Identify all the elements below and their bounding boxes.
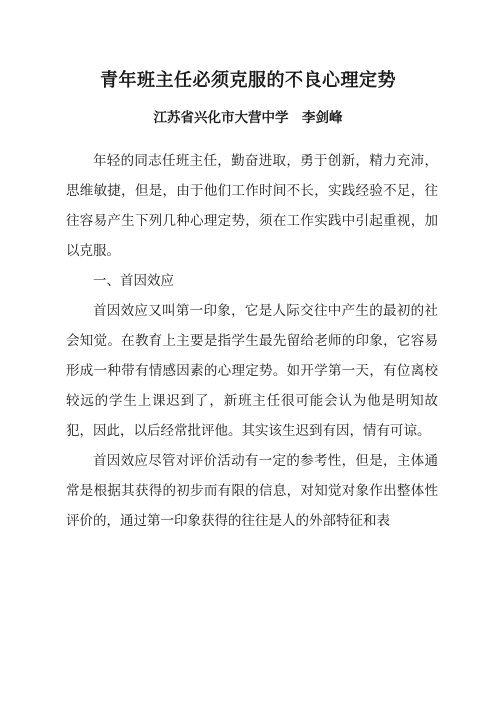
paragraph-primacy-evaluation: 首因效应尽管对评价活动有一定的参考性，但是，主体通常是根据其获得的初步而有限的信息，对知觉对象作出整体性评价的，通过第一印象获得的往往是人的外部特征和表 bbox=[66, 453, 438, 529]
paragraph-primacy-effect: 首因效应又叫第一印象，它是人际交往中产生的最初的社会知觉。在教育上主要是指学生最先留给老师的印象，它容易形成一种带有情感因素的心理定势。如开学第一天，有位离校较远的学生上课迟到了，新班主任很可能会认为他是明知故犯，因此，以后经常批评他。其实该生迟到有因，情有可谅。 bbox=[66, 303, 438, 439]
author-line: 江苏省兴化市大营中学 李剑峰 bbox=[153, 110, 343, 126]
document-body bbox=[66, 146, 438, 536]
paragraph-intro: 年轻的同志任班主任，勤奋进取，勇于创新，精力充沛，思维敏捷，但是，由于他们工作时间不长，实践经验不足，往往容易产生下列几种心理定势，须在工作实践中引起重视，加以克服。 bbox=[66, 153, 438, 259]
document-title: 青年班主任必须克服的不良心理定势 bbox=[100, 70, 396, 91]
section-heading-1: 一、首因效应 bbox=[93, 273, 174, 289]
